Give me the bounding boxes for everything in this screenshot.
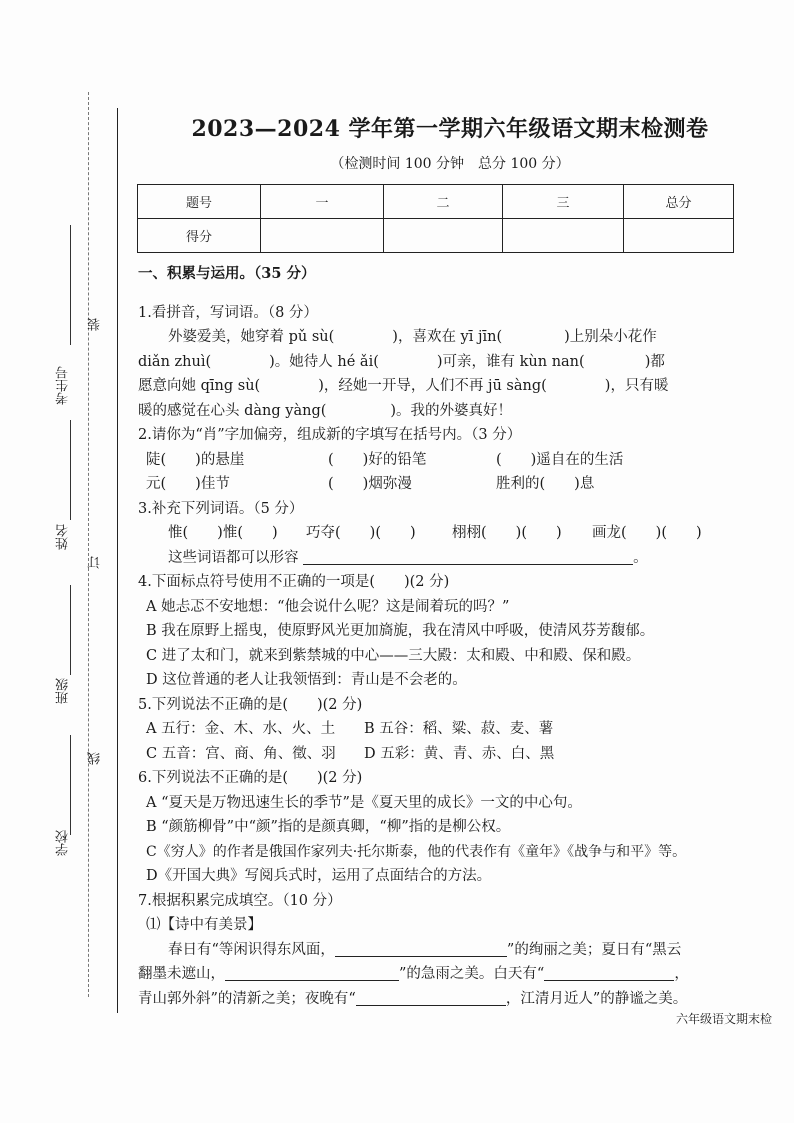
q2-row <box>138 472 738 497</box>
answer-blank[interactable] <box>225 964 399 981</box>
q7-line <box>138 987 738 1012</box>
q7-line <box>138 938 738 963</box>
q3-row <box>138 546 738 571</box>
option-row <box>138 742 738 767</box>
score-table-header-row <box>138 185 734 219</box>
q3-item: 惟( )惟( ) <box>168 525 278 541</box>
text-segment: )上别朵小花作 <box>564 329 657 345</box>
q2-item: ( )好的铅笔 <box>328 451 427 468</box>
question-stem: 1.看拼音，写词语。（8 分） <box>138 304 318 321</box>
class-blank[interactable] <box>70 585 71 675</box>
answer-blank[interactable] <box>303 548 633 565</box>
text-segment: )，喜欢在 yī jīn( <box>392 329 503 345</box>
name-blank[interactable] <box>70 420 71 520</box>
score-cell[interactable] <box>261 219 384 253</box>
exam-number-label: 考生号 <box>56 366 71 405</box>
option: C 五音：宫、商、角、徵、羽 <box>146 745 336 762</box>
q3-item: 巧夺( )( ) <box>306 525 416 541</box>
q1-line <box>138 374 738 399</box>
question-stem: 2.请你为“肖”字加偏旁，组成新的字填写在括号内。（3 分） <box>138 427 522 443</box>
section-heading: 一、积累与运用。（35 分） <box>138 265 316 282</box>
q2-row <box>138 448 738 473</box>
q2-item: ( )遥自在的生活 <box>496 451 624 468</box>
option: D《开国大典》写阅兵式时，运用了点面结合的方法。 <box>146 868 492 884</box>
cut-dashed-line <box>88 92 89 997</box>
q2-item: 胜利的( )息 <box>496 476 595 492</box>
question-stem: 5.下列说法不正确的是( )(2 分) <box>138 696 363 713</box>
q2-item: 陡( )的悬崖 <box>146 451 245 468</box>
name-label: 姓名 <box>56 524 71 550</box>
binding-char-zhuang: 装 <box>88 318 103 331</box>
text-segment: diǎn zhuì( <box>138 353 212 370</box>
header-cell: 总分 <box>624 185 734 219</box>
exam-content <box>138 262 738 1011</box>
score-cell[interactable] <box>384 219 503 253</box>
q3-row <box>138 521 738 546</box>
text-segment: ， <box>674 966 689 982</box>
header-cell: 二 <box>384 185 503 219</box>
score-table-score-row <box>138 219 734 253</box>
q2-item: ( )烟弥漫 <box>328 476 412 492</box>
text-segment: )。我的外婆真好！ <box>390 402 513 419</box>
text-segment: 青山郭外斜”的清新之美；夜晚有“ <box>138 990 356 1007</box>
text-segment: )。她待人 hé ǎi( <box>269 353 379 370</box>
q1-line <box>138 399 738 424</box>
text-segment: 这些词语都可以形容 <box>168 549 299 566</box>
question-stem: 3.补充下列词语。（5 分） <box>138 500 304 517</box>
text-segment: 暖的感觉在心头 dàng yàng( <box>138 402 327 419</box>
exam-title: 2023—2024 学年第一学期六年级语文期末检测卷 <box>191 116 709 142</box>
option: C《穷人》的作者是俄国作家列夫·托尔斯泰，他的代表作有《童年》《战争与和平》等。 <box>146 843 687 860</box>
header-cell: 题号 <box>138 185 261 219</box>
q1-line <box>138 350 738 375</box>
answer-blank[interactable] <box>335 940 507 957</box>
option: D 五彩：黄、青、赤、白、黑 <box>364 745 555 762</box>
header-cell: 三 <box>503 185 624 219</box>
text-segment: 翻墨未遮山， <box>138 966 225 982</box>
q2-item: 元( )佳节 <box>146 476 230 492</box>
exam-number-blank[interactable] <box>70 225 71 345</box>
question-stem: 4.下面标点符号使用不正确的一项是( )(2 分) <box>138 574 450 590</box>
binding-border-line <box>117 108 118 1013</box>
text-segment: ”的绚丽之美；夏日有“黑云 <box>506 941 682 958</box>
option: B 五谷：稻、粱、菽、麦、薯 <box>364 721 554 737</box>
option: B 我在原野上摇曳，使原野风光更加旖旎，我在清风中呼吸，使清风芬芳馥郁。 <box>146 623 655 639</box>
text-segment: )可亲，谁有 kùn nan( <box>436 353 585 370</box>
score-cell[interactable] <box>503 219 624 253</box>
option: C 进了太和门，就来到紫禁城的中心——三大殿：太和殿、中和殿、保和殿。 <box>146 647 641 664</box>
score-row-label: 得分 <box>138 219 261 253</box>
option: A 她忐忑不安地想：“他会说什么呢？这是闹着玩的吗？” <box>146 598 510 615</box>
exam-subtitle: （检测时间 100 分钟 总分 100 分） <box>330 156 570 172</box>
class-label: 班级 <box>56 678 71 704</box>
text-segment: 。 <box>633 549 648 566</box>
option: A 五行：金、木、水、火、土 <box>146 721 336 737</box>
score-table <box>137 184 734 253</box>
text-segment: )都 <box>644 353 665 370</box>
binding-char-xian: 线 <box>88 752 103 765</box>
sub-heading: ⑴【诗中有美景】 <box>146 917 262 933</box>
q3-item: 画龙( )( ) <box>592 525 702 541</box>
header-cell: 一 <box>261 185 384 219</box>
option: B “颜筋柳骨”中“颜”指的是颜真卿，“柳”指的是柳公权。 <box>146 819 511 835</box>
question-stem: 7.根据积累完成填空。（10 分） <box>138 892 342 909</box>
text-segment: ”的急雨之美。白天有“ <box>399 966 545 982</box>
binding-char-ding: 订 <box>88 556 103 569</box>
q3-item: 栩栩( )( ) <box>452 525 562 541</box>
question-stem: 6.下列说法不正确的是( )(2 分) <box>138 770 363 786</box>
school-blank[interactable] <box>70 735 71 835</box>
answer-blank[interactable] <box>544 964 674 981</box>
page-footer: 六年级语文期末检 <box>676 1012 773 1026</box>
option-row <box>138 717 738 742</box>
option: A “夏天是万物迅速生长的季节”是《夏天里的成长》一文的中心句。 <box>146 794 582 811</box>
text-segment: )，经她一开导，人们不再 jū sàng( <box>318 378 547 394</box>
q7-line <box>138 962 738 987</box>
text-segment: 春日有“等闲识得东风面， <box>168 941 335 958</box>
text-segment: )，只有暖 <box>604 378 669 394</box>
q1-line <box>138 325 738 350</box>
score-cell[interactable] <box>624 219 734 253</box>
option: D 这位普通的老人让我领悟到：青山是不会老的。 <box>146 672 467 688</box>
text-segment: 外婆爱美，她穿着 pǔ sù( <box>168 329 335 345</box>
text-segment: ，江清月近人”的静谧之美。 <box>505 990 688 1007</box>
text-segment: 愿意向她 qīng sù( <box>138 378 261 394</box>
school-label: 学校 <box>56 830 71 856</box>
answer-blank[interactable] <box>356 989 506 1006</box>
